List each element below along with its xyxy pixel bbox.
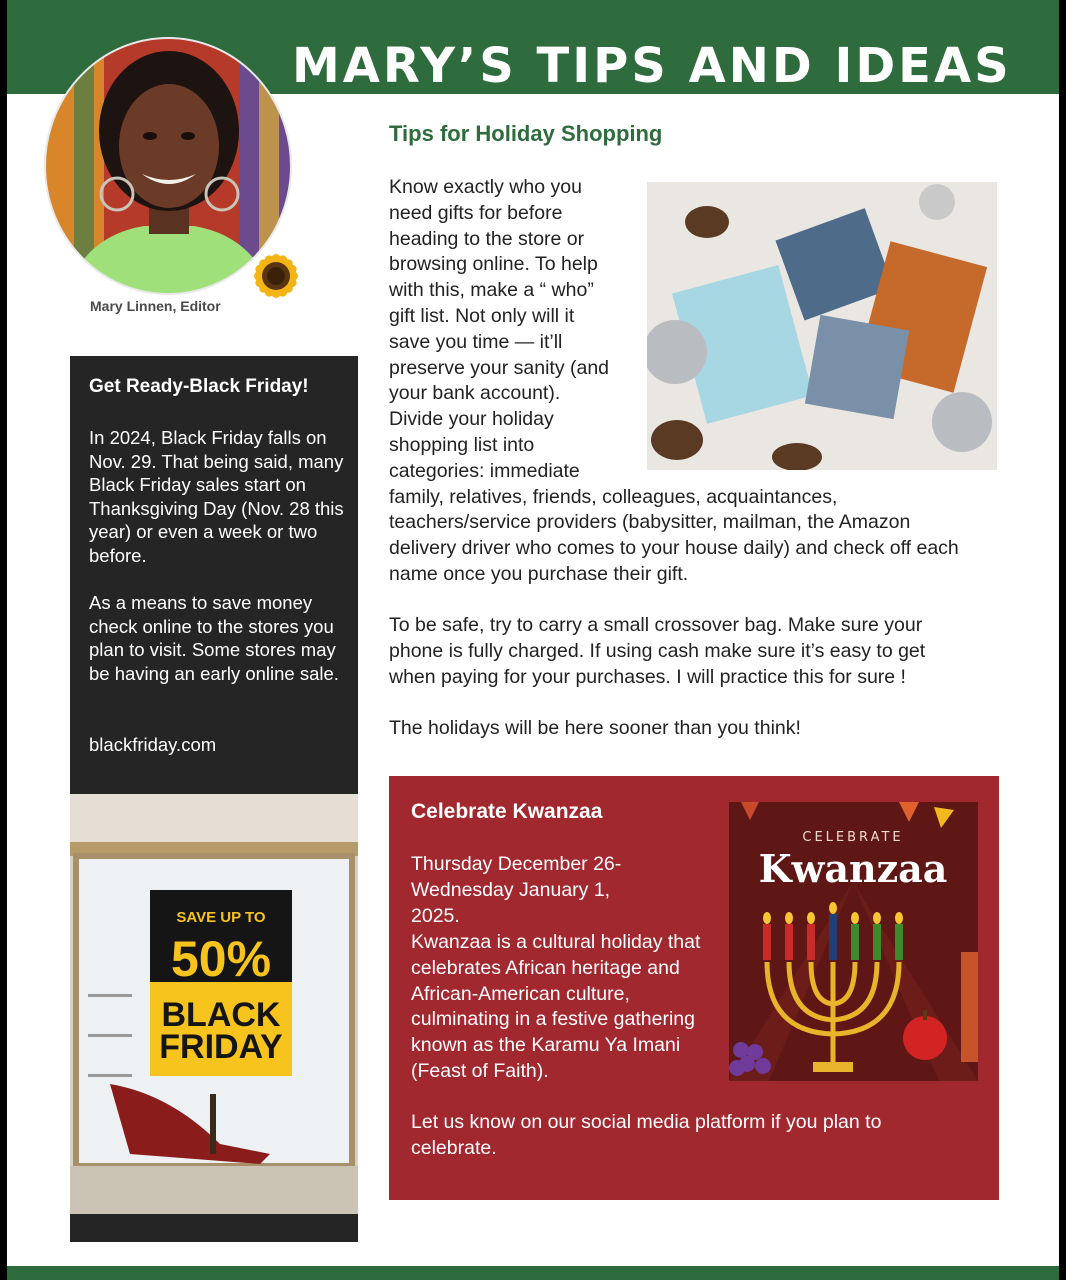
right-border: [1059, 0, 1066, 1280]
tips-line: shopping list into: [389, 434, 535, 456]
tips-line: need gifts for before: [389, 201, 563, 224]
gift-boxes-photo: [647, 182, 997, 470]
left-border: [0, 0, 7, 1280]
tips-line: gift list. Not only will it: [389, 305, 575, 327]
sidebar-title: Get Ready-Black Friday!: [89, 376, 309, 397]
tips-line: heading to the store or: [389, 227, 585, 250]
kwanzaa-image-celebrate: CELEBRATE: [802, 830, 904, 845]
poster-black-text: BLACK: [161, 996, 281, 1034]
blackfriday-link[interactable]: blackfriday.com: [89, 734, 217, 755]
page-title: MARY’S TIPS AND IDEAS: [292, 38, 1012, 94]
tips-line: preserve your sanity (and: [389, 356, 610, 379]
footer-bar: [7, 1266, 1059, 1280]
sidebar-paragraph-2: As a means to save money check online to the stores you plan to visit. Some stores may be having an early online sale.: [89, 592, 339, 684]
poster-save-text: SAVE UP TO: [176, 909, 266, 926]
black-friday-store-photo: [70, 794, 358, 1214]
black-friday-sidebar: [70, 356, 358, 1242]
tips-line: save you time — it’ll: [389, 330, 563, 353]
tips-line: delivery driver who comes to your house daily) and check off each: [389, 537, 959, 560]
tips-line: Know exactly who you: [389, 176, 582, 198]
tips-line: browsing online. To help: [389, 253, 598, 276]
tips-paragraph-3: The holidays will be here sooner than you think!: [389, 717, 801, 739]
sidebar-paragraph-1: In 2024, Black Friday falls on Nov. 29. That being said, many Black Friday sales start on Thanksgiving Day (Nov. 28 this year) or even a week or two before.: [89, 427, 344, 566]
kwanzaa-kinara-image: [729, 802, 978, 1081]
kwanzaa-dates: Thursday December 26- Wednesday January 1, 2025.: [411, 853, 622, 927]
kwanzaa-paragraph-1: Kwanzaa is a cultural holiday that celebrates African heritage and African-American culture, culminating in a festive gathering known as the Karamu Ya Imani (Feast of Faith).: [411, 931, 701, 1082]
tips-line: categories: immediate: [389, 459, 580, 482]
sunflower-icon: [230, 230, 322, 322]
poster-friday-text: FRIDAY: [159, 1028, 283, 1066]
tips-line: teachers/service providers (babysitter, mailman, the Amazon: [389, 511, 911, 534]
tips-line: name once you purchase their gift.: [389, 563, 689, 585]
kwanzaa-title: Celebrate Kwanzaa: [411, 800, 603, 823]
editor-caption: Mary Linnen, Editor: [90, 298, 221, 314]
tips-paragraph-2: To be safe, try to carry a small crossover bag. Make sure your phone is fully charged. If using cash make sure it’s easy to get when paying for your purchases. I will practice this for sure !: [389, 614, 926, 688]
tips-line: your bank account).: [389, 382, 561, 405]
tips-line: family, relatives, friends, colleagues, acquaintances,: [389, 485, 838, 508]
tips-line: with this, make a “ who”: [389, 279, 594, 302]
kwanzaa-paragraph-2: Let us know on our social media platform if you plan to celebrate.: [411, 1111, 882, 1159]
kwanzaa-image-title: Kwanzaa: [758, 846, 948, 891]
tips-line: Divide your holiday: [389, 408, 554, 431]
kwanzaa-section: [389, 776, 999, 1200]
tips-title: Tips for Holiday Shopping: [389, 121, 663, 146]
poster-percent-text: 50%: [170, 931, 272, 987]
